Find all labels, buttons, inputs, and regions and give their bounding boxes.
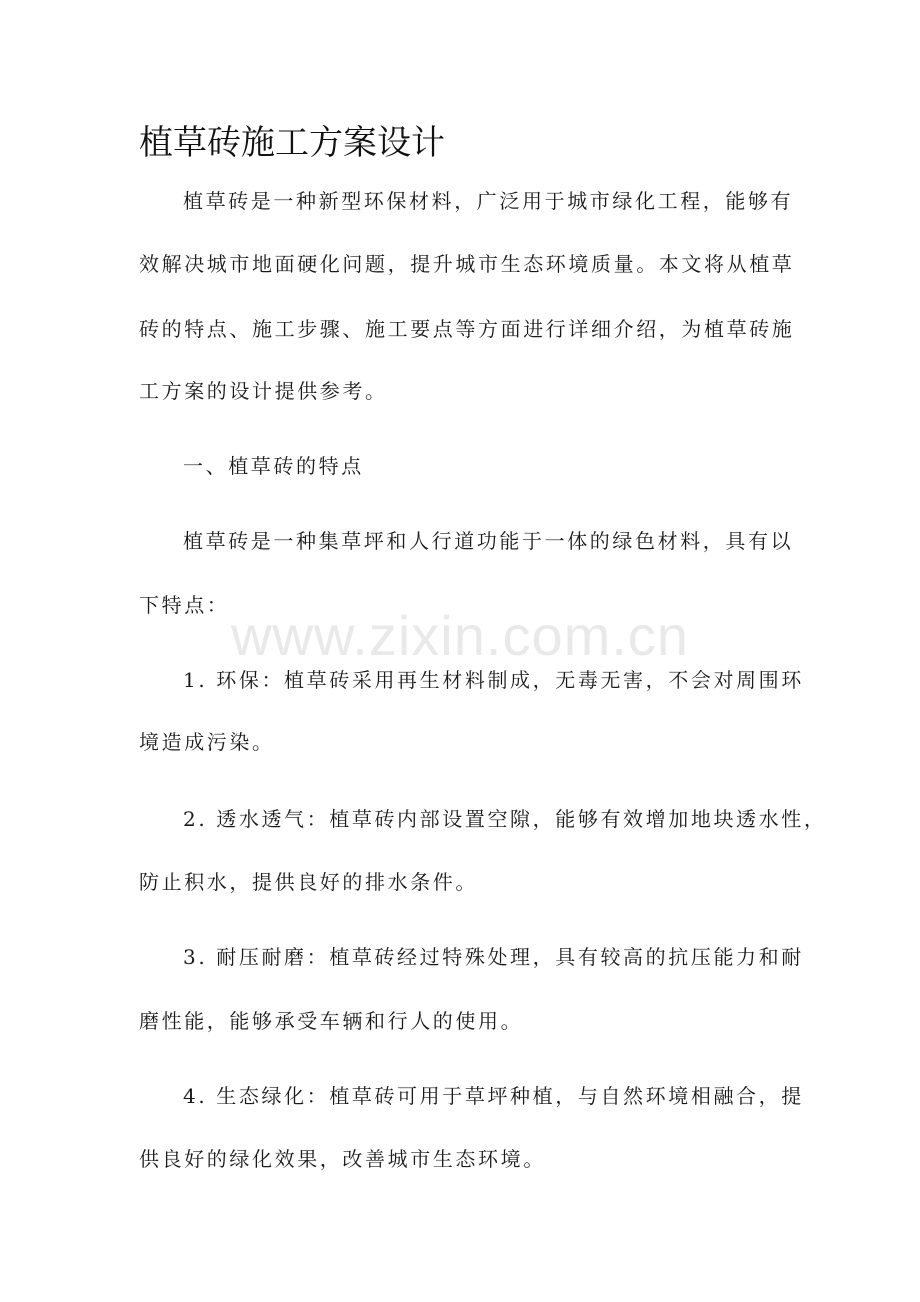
list-item-line: 3. 耐压耐磨：植草砖经过特殊处理，具有较高的抗压能力和耐 bbox=[183, 945, 804, 969]
list-item-line: 供良好的绿化效果，改善城市生态环境。 bbox=[139, 1147, 546, 1171]
list-item-line: 2. 透水透气：植草砖内部设置空隙，能够有效增加地块透水性， bbox=[183, 807, 827, 831]
paragraph-line: 植草砖是一种集草坪和人行道功能于一体的绿色材料，具有以 bbox=[183, 529, 794, 553]
list-item-line: 1. 环保：植草砖采用再生材料制成，无毒无害，不会对周围环 bbox=[183, 668, 804, 692]
paragraph-line: 砖的特点、施工步骤、施工要点等方面进行详细介绍，为植草砖施 bbox=[139, 317, 795, 341]
section-heading: 一、植草砖的特点 bbox=[183, 454, 364, 478]
watermark: www.zixin.com.cn bbox=[231, 604, 689, 667]
paragraph-line: 植草砖是一种新型环保材料，广泛用于城市绿化工程，能够有 bbox=[183, 189, 794, 213]
list-item-line: 磨性能，能够承受车辆和行人的使用。 bbox=[139, 1009, 524, 1033]
paragraph-line: 工方案的设计提供参考。 bbox=[139, 379, 388, 403]
list-item-line: 防止积水，提供良好的排水条件。 bbox=[139, 870, 478, 894]
list-item-line: 4. 生态绿化：植草砖可用于草坪种植，与自然环境相融合，提 bbox=[183, 1084, 804, 1108]
page-title: 植草砖施工方案设计 bbox=[139, 123, 445, 163]
paragraph-line: 效解决城市地面硬化问题，提升城市生态环境质量。本文将从植草 bbox=[139, 252, 795, 276]
paragraph-line: 下特点： bbox=[139, 593, 230, 617]
list-item-line: 境造成污染。 bbox=[139, 730, 275, 754]
